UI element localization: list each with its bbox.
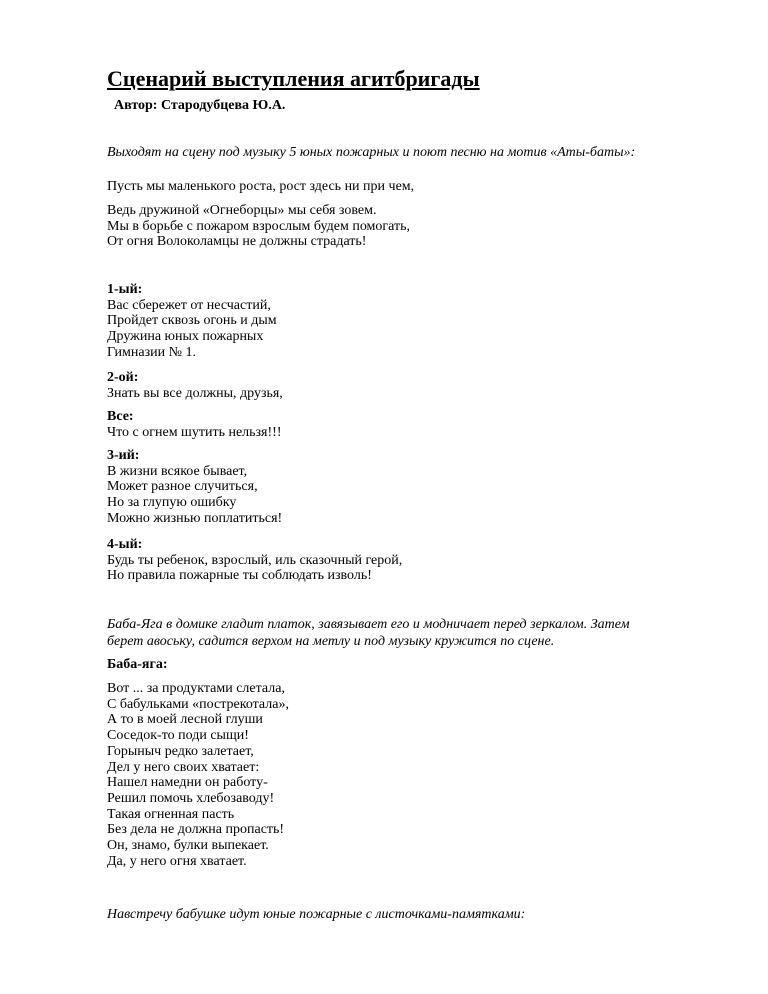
monologue-line: Он, знамо, булки выпекает. <box>107 838 269 854</box>
stage-direction-1: Выходят на сцену под музыку 5 юных пожарных и поют песню на мотив «Аты-баты»: <box>107 145 636 160</box>
verse-line: Но за глупую ошибку <box>107 495 237 511</box>
monologue-line: Вот ... за продуктами слетала, <box>107 681 285 696</box>
monologue-line: Дел у него своих хватает: <box>107 759 260 775</box>
verse-2 <box>107 370 283 401</box>
song-first-line <box>107 179 414 195</box>
monologue-line: Нашел намедни он работу- <box>107 775 268 791</box>
verse-line: Знать вы все должны, друзья, <box>107 385 283 401</box>
speaker-label: Баба-яга: <box>107 657 168 672</box>
verse-all <box>107 409 281 440</box>
verse-line: Но правила пожарные ты соблюдать изволь! <box>107 568 372 584</box>
song-line: Ведь дружиной «Огнеборцы» мы себя зовем. <box>107 203 377 218</box>
verse-line: Гимназии № 1. <box>107 344 196 360</box>
monologue-line: Горыныч редко залетает, <box>107 743 254 759</box>
verse-4 <box>107 537 402 584</box>
verse-line: Может разное случиться, <box>107 479 258 495</box>
verse-line: Вас сбережет от несчастий, <box>107 297 271 313</box>
monologue-line: Да, у него огня хватает. <box>107 853 247 869</box>
monologue-line: Без дела не должна пропасть! <box>107 822 285 838</box>
document-title: Сценарий выступления агитбригады <box>107 66 480 91</box>
monologue-line: А то в моей лесной глуши <box>107 712 263 728</box>
verse-line: В жизни всякое бывает, <box>107 463 248 479</box>
speaker-label: 3-ий: <box>107 448 140 463</box>
baba-yaga-monologue <box>107 681 289 869</box>
stage-line: Баба-Яга в домике гладит платок, завязывает его и модничает перед зеркалом. Затем <box>107 617 630 632</box>
verse-line: Что с огнем шутить нельзя!!! <box>107 424 282 440</box>
verse-line: Можно жизнью поплатиться! <box>107 510 283 526</box>
monologue-line: С бабульками «пострекотала», <box>107 696 289 712</box>
speaker-label: Все: <box>107 409 134 424</box>
speaker-label: 2-ой: <box>107 370 139 385</box>
author-line: Автор: Стародубцева Ю.А. <box>114 98 286 113</box>
verse-line: Пройдет сквозь огонь и дым <box>107 313 277 329</box>
stage-line: берет авоську, садится верхом на метлу и под музыку кружится по сцене. <box>107 634 555 649</box>
monologue-line: Решил помочь хлебозаводу! <box>107 790 275 806</box>
song-line: Мы в борьбе с пожаром взрослым будем помогать, <box>107 218 411 234</box>
stage-direction-3: Навстречу бабушке идут юные пожарные с листочками-памятками: <box>107 907 526 922</box>
song-lines <box>107 203 410 250</box>
baba-yaga-heading <box>107 657 168 673</box>
verse-line: Будь ты ребенок, взрослый, иль сказочный герой, <box>107 552 403 568</box>
verse-1 <box>107 282 277 361</box>
monologue-line: Соседок-то поди сыщи! <box>107 728 249 744</box>
verse-line: Дружина юных пожарных <box>107 329 264 345</box>
monologue-line: Такая огненная пасть <box>107 806 235 822</box>
verse-3 <box>107 448 282 527</box>
song-line: Пусть мы маленького роста, рост здесь ни при чем, <box>107 179 415 194</box>
stage-direction-2 <box>107 616 707 650</box>
song-line: От огня Волоколамцы не должны страдать! <box>107 234 367 250</box>
speaker-label: 4-ый: <box>107 537 143 552</box>
speaker-label: 1-ый: <box>107 282 143 297</box>
